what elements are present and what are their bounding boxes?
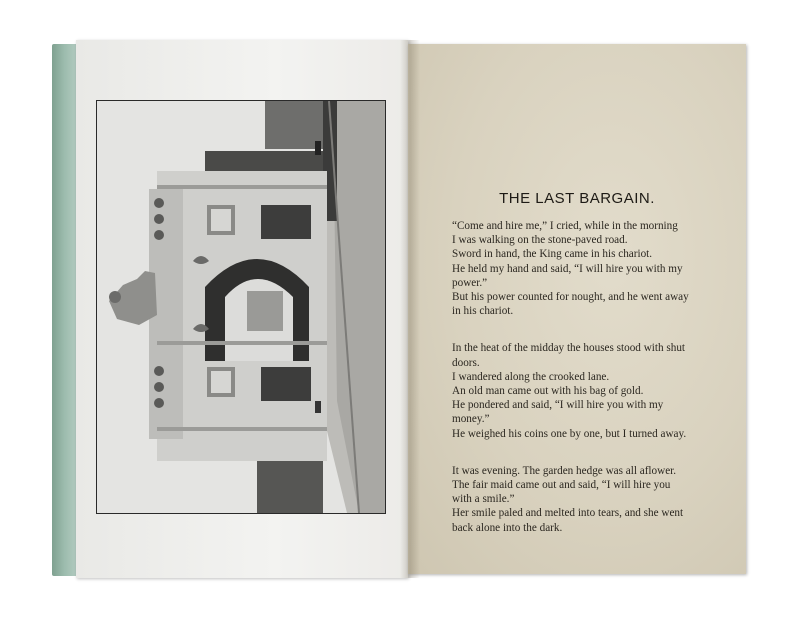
poem-line: But his power counted for nought, and he went away	[452, 291, 689, 304]
poem-line: in his chariot.	[452, 305, 514, 318]
poem-line: He weighed his coins one by one, but I turned away.	[452, 427, 687, 440]
poem-line: Sword in hand, the King came in his chariot.	[452, 248, 653, 261]
poem-line: In the heat of the midday the houses stood with shut	[452, 342, 686, 355]
poem-line: I was walking on the stone-paved road.	[452, 234, 628, 247]
memorial-gate-photo	[96, 100, 386, 514]
poem-line: An old man came out with his bag of gold.	[452, 385, 644, 398]
poem-line: “Come and hire me,” I cried, while in the morning	[452, 220, 678, 232]
poem-line: It was evening. The garden hedge was all aflower.	[452, 464, 677, 477]
poem-line: doors.	[452, 356, 480, 369]
poem-line: He held my hand and said, “I will hire you with my	[452, 262, 683, 275]
page-gutter	[400, 40, 420, 578]
poem-line: with a smile.”	[452, 493, 515, 506]
poem-line: power.”	[452, 276, 488, 289]
stanza	[452, 464, 698, 535]
poem-title: THE LAST BARGAIN.	[499, 190, 655, 207]
stanza	[452, 219, 698, 318]
poem-line: He pondered and said, “I will hire you with my	[452, 399, 664, 412]
poem-line: money.”	[452, 413, 490, 426]
stanza	[452, 341, 698, 440]
poem-line: Her smile paled and melted into tears, and she went	[452, 507, 684, 520]
poem-text	[452, 219, 698, 558]
poem-line: back alone into the dark.	[452, 521, 563, 534]
poem-line: I wandered along the crooked lane.	[452, 370, 610, 383]
poem-line: The fair maid came out and said, “I will hire you	[452, 479, 671, 492]
